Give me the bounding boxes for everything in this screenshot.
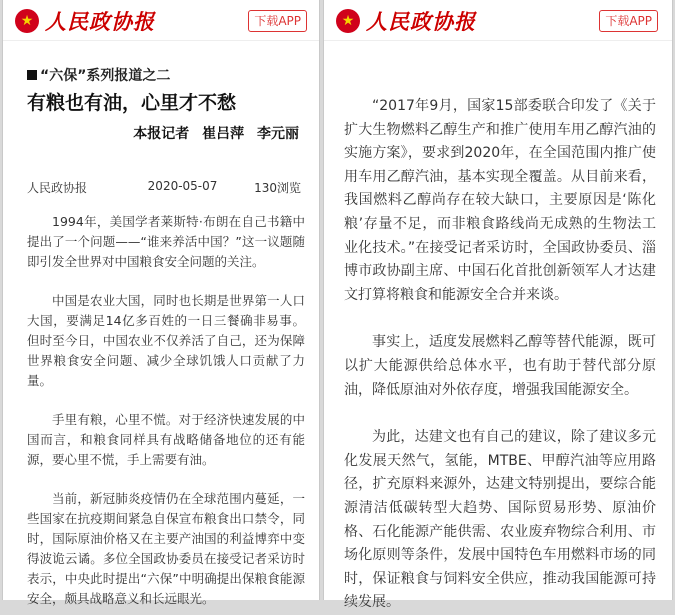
article-source: 人民政协报 (27, 181, 88, 195)
paragraph: 当前，新冠肺炎疫情仍在全球范围内蔓延，一些国家在抗疫期间紧急自保宣布粮食出口禁令，同时，国际原油价格又在主要产油国的利益博弈中变得波诡云谲。多位全国政协委员在接受记者采访时表示，中央此时提出“六保”中明确提出保粮食能源安全，颇具战略意义和长远眼光。 (27, 491, 305, 606)
paragraph: 事实上，适度发展燃料乙醇等替代能源，既可以扩大能源供给总体水平，也有助于替代部分原油，降低原油对外依存度，增强我国能源安全。 (344, 334, 656, 398)
paragraph: 1994年，美国学者莱斯特·布朗在自己书籍中提出了一个问题——“谁来养活中国？”这一议题随即引发全世界对中国粮食安全问题的关注。 (27, 214, 305, 269)
download-app-button[interactable]: 下载APP (248, 10, 307, 32)
cppcc-emblem-icon (15, 9, 39, 33)
paragraph: 中国是农业大国，同时也长期是世界第一人口大国，要满足14亿多百姓的一日三餐确非易事。但时至今日，中国农业不仅养活了自己，还为保障世界粮食安全问题、减少全球饥饿人口贡献了力量。 (27, 293, 305, 388)
app-header (3, 0, 319, 41)
series-text: “六保”系列报道之二 (40, 68, 171, 84)
paragraph: “2017年9月，国家15部委联合印发了《关于扩大生物燃料乙醇生产和推广使用车用乙醇汽油的实施方案》，要求到2020年，在全国范围内推广使用车用乙醇汽油，基本实现全覆盖。从目前来看，我国燃料乙醇尚存在较大缺口，主要原因是‘陈化粮’存量不足，而非粮食路线尚无成熟的生物法工业化技术。”在接受记者采访时，全国政协委员、淄博市政协副主席、中国石化首批创新领军人才达建文打算将粮食和能源安全合并来谈。 (344, 98, 656, 303)
download-app-button[interactable]: 下载APP (599, 10, 658, 32)
article-title: 有粮也有油，心里才不愁 (27, 92, 237, 114)
article-authors: 本报记者 崔吕萍 李元丽 (133, 126, 299, 142)
paragraph: 手里有粮，心里不慌。对于经济快速发展的中国而言，和粮食同样具有战略储备地位的还有能源，要心里不慌，手上需要有油。 (27, 412, 305, 467)
brand-logo[interactable] (15, 6, 155, 36)
brand-name: 人民政协报 (366, 9, 476, 34)
article-views: 130浏览 (254, 181, 301, 195)
article-page-right (323, 0, 673, 611)
brand-logo[interactable] (336, 6, 476, 36)
app-header (324, 0, 672, 41)
article-body (3, 65, 319, 609)
article-body (324, 95, 672, 615)
article-meta (27, 179, 301, 196)
series-label (27, 65, 301, 85)
paragraph: 为此，达建文也有自己的建议，除了建议多元化发展天然气，氢能，MTBE、甲醇汽油等应用路径，扩充原料来源外，达建文特别提出，要综合能源清洁低碳转型大趋势、国际贸易形势、原油价格、石化能源产能供需、农业废弃物综合利用、市场化原则等条件，发展中国特色车用燃料市场的同时，保证粮食与饲料安全供应，推动我国能源可持续发展。 (344, 429, 656, 611)
brand-name: 人民政协报 (45, 9, 155, 34)
article-page-left (2, 0, 320, 606)
square-bullet-icon (27, 70, 37, 80)
article-date: 2020-05-07 (147, 179, 218, 193)
cppcc-emblem-icon (336, 9, 360, 33)
